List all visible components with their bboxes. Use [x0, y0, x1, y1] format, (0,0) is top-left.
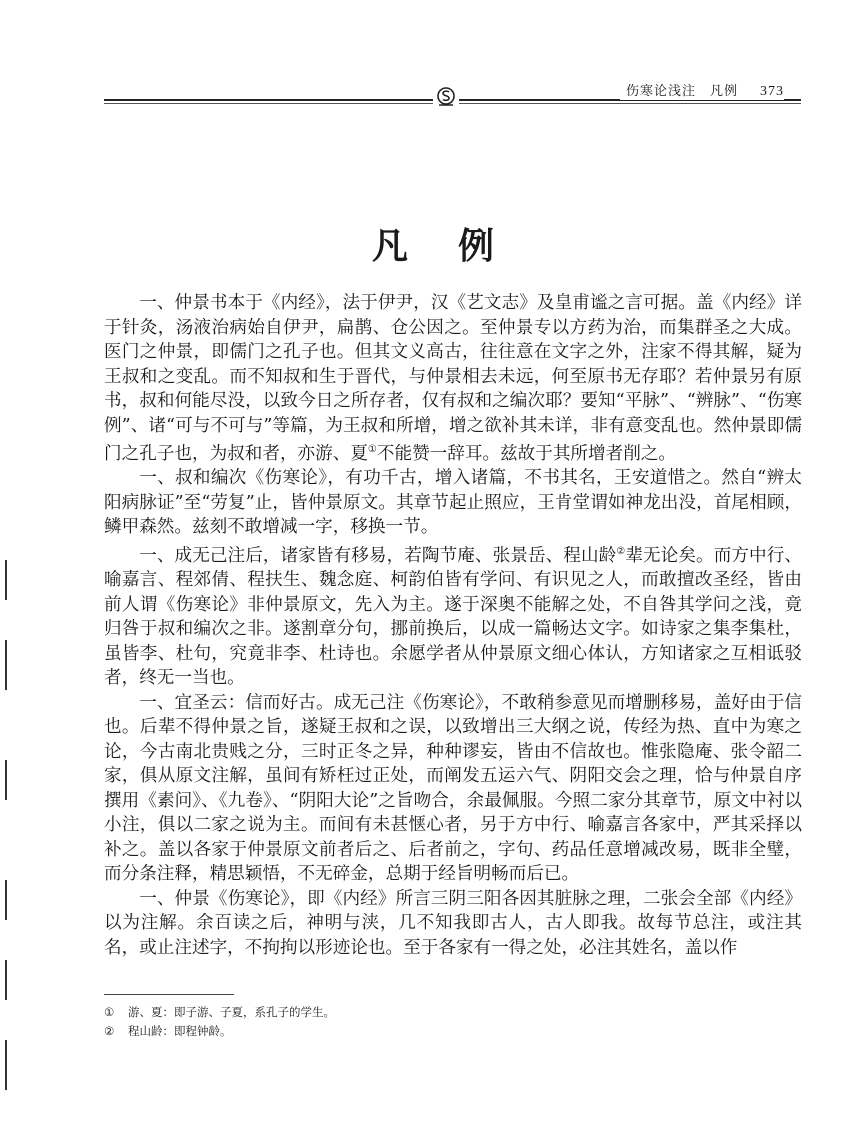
paragraph: 一、仲景《伤寒论》，即《内经》所言三阴三阳各因其脏脉之理，二张会全部《内经》以为注解。余百读之后，神明与浃，几不知我即古人，古人即我。故每节总注，或注其名，或止注述字，不拘拘以形迹论也。至于各家有一得之处，必注其姓名，盖以作	[104, 888, 802, 958]
paragraph: 一、宜圣云：信而好古。成无己注《伤寒论》，不敢稍参意见而增删移易，盖好由于信也。后辈不得仲景之旨，遂疑王叔和之误，以致增出三大纲之说，传经为热、直中为寒之论，今古南北贵贱之分，三时正冬之异，种种谬妄，皆由不信故也。惟张隐庵、张令韶二家，俱从原文注解，虽间有矫枉过正处，而阐发五运六气、阴阳交会之理，恰与仲景自序撰用《素问》、《九卷》、“阴阳大论”之旨吻合，余最佩服。今照二家分其章节，原文中衬以小注，俱以二家之说为主。而间有未甚惬心者，另于方中行、喻嘉言各家中，严其采择以补之。盖以各家于仲景原文前者后之、后者前之，字句、药品任意增减改易，既非全璧，而分条注释，精思颖悟，不无碎金，总期于经旨明畅而后已。	[104, 692, 802, 885]
scan-artifact	[5, 960, 7, 1000]
footnotes	[104, 1003, 335, 1041]
paragraph-text-end: 不能赞一辞耳。兹故于其所增者削之。	[376, 443, 676, 464]
page-title: 凡例	[371, 225, 544, 267]
scan-artifact	[5, 560, 7, 600]
running-head	[620, 80, 784, 100]
footnote-text: 程山龄：即程钟龄。	[128, 1024, 232, 1038]
footnote-ref[interactable]: ②	[616, 545, 626, 557]
footnote-text: 游、夏：即子游、子夏，系孔子的学生。	[128, 1005, 335, 1019]
footnote-mark: ②	[104, 1024, 115, 1038]
footnote	[104, 1022, 335, 1041]
scan-artifact	[5, 760, 7, 800]
paragraph	[104, 291, 802, 466]
paragraph-text: 一、成无己注后，诸家皆有移易，若陶节庵、张景岳、程山龄	[139, 545, 617, 566]
footnote-rule	[104, 994, 234, 995]
book-title: 伤寒论浅注	[625, 84, 696, 99]
paragraph-text-end: 辈无论矣。而方中行、喻嘉言、程郊倩、程扶生、魏念庭、柯韵伯皆有学问、有识见之人，而敢擅改圣经，皆由前人谓《伤寒论》非仲景原文，先入为主。遂于深奥不能解之处，不自咎其学问之浅，竟归咎于叔和编次之非。遂割章分句，挪前换后，以成一篇畅达文字。如诗家之集李集杜，虽皆李、杜句，究竟非李、杜诗也。余愿学者从仲景原文细心体认，方知诸家之互相诋驳者，终无一当也。	[104, 545, 802, 689]
paragraph: 一、叔和编次《伤寒论》，有功千古，增入诸篇，不书其名，王安道惜之。然自“辨太阳病脉证”至“劳复”止，皆仲景原文。其章节起止照应，王肯堂谓如神龙出没，首尾相顾，鳞甲森然。兹刻不敢增减一字，移换一节。	[104, 468, 802, 538]
scan-artifact	[5, 880, 7, 920]
publisher-logo-icon	[433, 84, 459, 110]
scan-artifact	[5, 1040, 7, 1090]
body-text	[104, 291, 802, 960]
scan-artifact	[5, 640, 7, 690]
page-number: 373	[760, 84, 784, 99]
footnote-mark: ①	[104, 1005, 115, 1019]
section-name: 凡例	[709, 84, 738, 99]
paragraph-text: 一、仲景书本于《内经》，法于伊尹，汉《艺文志》及皇甫谧之言可据。盖《内经》详于针灸，汤液治病始自伊尹，扁鹊、仓公因之。至仲景专以方药为治，而集群圣之大成。医门之仲景，即儒门之孔子也。但其文义高古，往往意在文字之外，注家不得其解，疑为王叔和之变乱。而不知叔和生于晋代，与仲景相去未远，何至原书无存耶？若仲景另有原书，叔和何能尽没，以致今日之所存者，仅有叔和之编次耶？要知“平脉”、“辨脉”、“伤寒例”、诸“可与不可与”等篇，为王叔和所增，增之欲补其未详，非有意变乱也。然仲景即儒门之孔子也，为叔和者，亦游、夏	[104, 293, 802, 464]
paragraph	[104, 540, 802, 691]
footnote-ref[interactable]: ①	[367, 444, 377, 455]
footnote	[104, 1003, 335, 1022]
